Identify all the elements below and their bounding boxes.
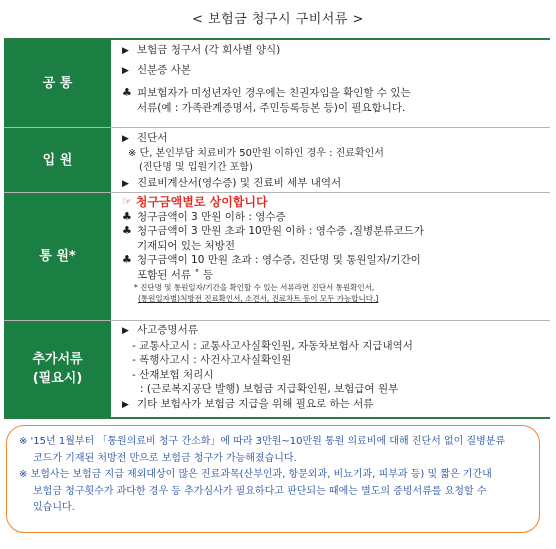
notice-line: ※ '15년 1월부터 「통원의료비 청구 간소화」에 따라 3만원~10만원 통원 의료비에 대해 진단서 없이 질병분류 bbox=[19, 436, 506, 447]
footnote: * 진단명 및 통원일자/기간을 확인할 수 있는 서류라면 진단서 통원확인서, bbox=[134, 283, 375, 292]
triangle-bullet-icon: ▶ bbox=[122, 326, 129, 336]
footnote-continuation: (통원일자별)처방전 진료확인서, 소견서, 진료차트 등이 모두 가능합니다.] bbox=[138, 294, 379, 303]
notice-line: 코드가 기재된 처방전 만으로 보험금 청구가 가능해졌습니다. bbox=[33, 452, 297, 464]
list-item: ♣ 청구금액이 3 만원 이하 : 영수증 bbox=[122, 209, 286, 223]
sub-item: - 교통사고시 : 교통사고사실확인원, 자동차보험사 지급내역서 bbox=[132, 339, 413, 352]
list-item: ▶ 신분증 사본 bbox=[122, 63, 544, 79]
list-item: ▶ 보험금 청구서 (각 회사별 양식) bbox=[122, 43, 544, 59]
row-outpatient bbox=[4, 193, 550, 321]
highlight-heading: ☞ 청구금액별로 상이합니다 bbox=[122, 195, 268, 209]
category-common: 공 통 bbox=[4, 40, 112, 127]
triangle-bullet-icon: ▶ bbox=[122, 178, 129, 189]
list-item-continuation: 서류(예 : 가족관계증명서, 주민등록등본 등)이 필요합니다. bbox=[137, 101, 406, 114]
row-inpatient bbox=[4, 128, 550, 193]
sub-item-continuation: : (근로복지공단 발행) 보험금 지급확인원, 보험급여 원부 bbox=[140, 383, 399, 395]
content-additional bbox=[112, 321, 550, 417]
triangle-bullet-icon: ▶ bbox=[122, 399, 129, 410]
club-bullet-icon: ♣ bbox=[122, 86, 132, 99]
content-common bbox=[112, 40, 550, 127]
notice-line: 보험금 청구횟수가 과다한 경우 등 추가심사가 필요하다고 판단되는 때에는 별도의 증빙서류를 요청할 수 bbox=[33, 485, 487, 497]
page-title: < 보험금 청구시 구비서류 > bbox=[192, 12, 364, 27]
category-inpatient: 입 원 bbox=[4, 128, 112, 192]
notice-box bbox=[6, 425, 540, 533]
content-outpatient bbox=[112, 193, 550, 320]
sub-item: - 산재보험 처리시 bbox=[132, 368, 214, 381]
list-item: ▶ 사고증명서류 bbox=[122, 323, 544, 339]
content-inpatient bbox=[112, 128, 550, 192]
list-item: ♣ 청구금액이 3 만원 초과 10만원 이하 : 영수증 ,질병분류코드가 bbox=[122, 224, 424, 237]
exception-note: ※ 단, 본인부담 치료비가 50만원 이하인 경우 : 진료확인서 bbox=[128, 147, 384, 159]
notice-line: 있습니다. bbox=[33, 502, 75, 513]
exception-note-continuation: (진단명 및 입원기간 포함) bbox=[139, 162, 253, 173]
category-outpatient: 통 원* bbox=[4, 193, 112, 320]
sub-item: - 폭행사고시 : 사건사고사실확인원 bbox=[132, 354, 292, 366]
list-item: ▶ 진료비계산서(영수증) 및 진료비 세부 내역서 bbox=[122, 176, 544, 192]
row-common bbox=[4, 40, 550, 128]
category-additional: 추가서류 (필요시) bbox=[4, 321, 112, 417]
list-item: ♣ 청구금액이 10 만원 초과 : 영수증, 진단명 및 통원일자/기간이 bbox=[122, 253, 421, 266]
list-item: ♣ 피보험자가 미성년자인 경우에는 친권자임을 확인할 수 있는 bbox=[122, 86, 411, 99]
documents-table bbox=[4, 38, 550, 419]
list-item-continuation: 포함된 서류 ˚ 등 bbox=[137, 268, 214, 281]
club-bullet-icon: ♣ bbox=[122, 209, 132, 223]
notice-line: ※ 보험사는 보험금 지급 제외대상이 많은 진료과목(산부인과, 항문외과, 비뇨기과, 피부과 등) 및 짧은 기간내 bbox=[19, 469, 492, 480]
list-item: ▶ 기타 보험사가 보험금 지급을 위해 필요로 하는 서류 bbox=[122, 397, 544, 413]
list-item: ▶ 진단서 bbox=[122, 131, 544, 147]
club-bullet-icon: ♣ bbox=[122, 224, 132, 237]
triangle-bullet-icon: ▶ bbox=[122, 65, 129, 76]
triangle-bullet-icon: ▶ bbox=[122, 134, 129, 144]
triangle-bullet-icon: ▶ bbox=[122, 46, 129, 56]
pointing-hand-icon: ☞ bbox=[122, 195, 132, 208]
club-bullet-icon: ♣ bbox=[122, 253, 132, 266]
row-additional bbox=[4, 321, 550, 417]
list-item-continuation: 기재되어 있는 처방전 bbox=[137, 239, 235, 252]
